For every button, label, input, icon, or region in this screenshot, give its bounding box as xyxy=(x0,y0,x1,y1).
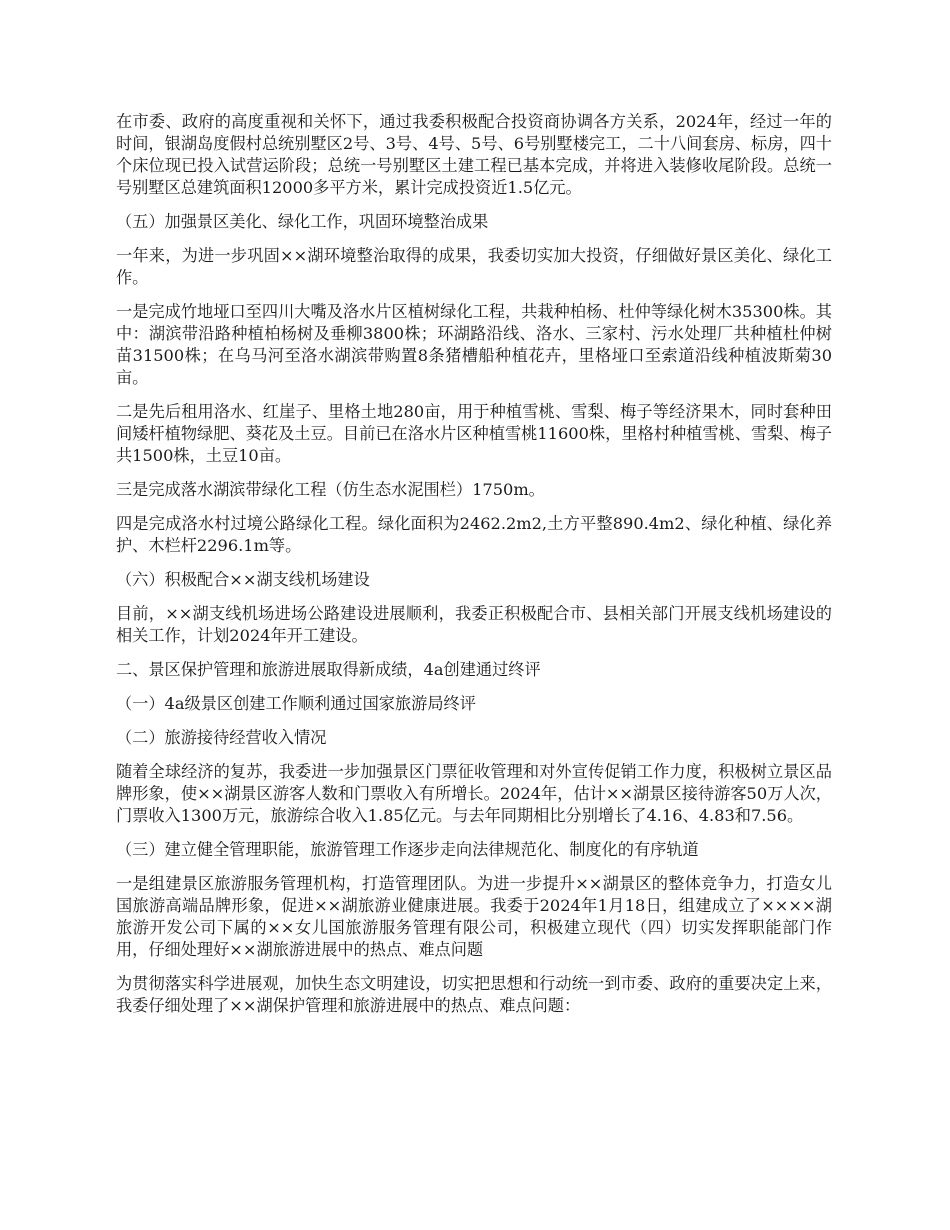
paragraph-greening-item-1: 一是完成竹地垭口至四川大嘴及洛水片区植树绿化工程，共栽种柏杨、杜仲等绿化树木35300株。其中：湖滨带沿路种植柏杨树及垂柳3800株；环湖路沿线、洛水、三家村、污水处理厂共种植杜仲树苗31500株；在乌马河至洛水湖滨带购置8条猪槽船种植花卉，里格垭口至索道沿线种植波斯菊30亩。 xyxy=(116,302,832,387)
paragraph-villa-progress: 在市委、政府的高度重视和关怀下，通过我委积极配合投资商协调各方关系，2024年，经过一年的时间，银湖岛度假村总统别墅区2号、3号、4号、5号、6号别墅楼完工，二十八间套房、标房，四十个床位现已投入试营运阶段；总统一号别墅区土建工程已基本完成，并将进入装修收尾阶段。总统一号别墅区总建筑面积12000多平方米，累计完成投资近1.5亿元。 xyxy=(116,112,832,197)
paragraph-greening-item-2: 二是先后租用洛水、红崖子、里格土地280亩，用于种植雪桃、雪梨、梅子等经济果木，同时套种田间矮杆植物绿肥、葵花及土豆。目前已在洛水片区种植雪桃11600株，里格村种植雪桃、雪梨、梅子共1500株，土豆10亩。 xyxy=(116,402,832,465)
heading-section-5: （五）加强景区美化、绿化工作，巩固环境整治成果 xyxy=(116,212,489,231)
heading-section-6: （六）积极配合××湖支线机场建设 xyxy=(116,570,370,589)
paragraph-management-team: 一是组建景区旅游服务管理机构，打造管理团队。为进一步提升××湖景区的整体竞争力，打造女儿国旅游高端品牌形象，促进××湖旅游业健康进展。我委于2024年1月18日，组建成立了××××湖旅游开发公司下属的××女儿国旅游服务管理有限公司，积极建立现代（四）切实发挥职能部门作用，仔细处理好××湖旅游进展中的热点、难点问题 xyxy=(116,874,832,959)
document-body xyxy=(116,111,832,1029)
heading-subsection-1: （一）4a级景区创建工作顺利通过国家旅游局终评 xyxy=(116,694,476,713)
paragraph-hot-issues: 为贯彻落实科学进展观，加快生态文明建设，切实把思想和行动统一到市委、政府的重要决定上来，我委仔细处理了××湖保护管理和旅游进展中的热点、难点问题： xyxy=(116,974,832,1015)
paragraph-greening-item-4: 四是完成洛水村过境公路绿化工程。绿化面积为2462.2m2,土方平整890.4m2、绿化种植、绿化养护、木栏杆2296.1m等。 xyxy=(116,514,832,555)
paragraph-greening-intro: 一年来，为进一步巩固××湖环境整治取得的成果，我委切实加大投资，仔细做好景区美化、绿化工作。 xyxy=(116,246,832,287)
heading-subsection-3: （三）建立健全管理职能，旅游管理工作逐步走向法律规范化、制度化的有序轨道 xyxy=(116,840,699,859)
heading-part-2: 二、景区保护管理和旅游进展取得新成绩，4a创建通过终评 xyxy=(116,660,541,679)
heading-subsection-2: （二）旅游接待经营收入情况 xyxy=(116,728,327,747)
paragraph-airport: 目前，××湖支线机场进场公路建设进展顺利，我委正积极配合市、县相关部门开展支线机场建设的相关工作，计划2024年开工建设。 xyxy=(116,604,832,645)
paragraph-tourism-revenue: 随着全球经济的复苏，我委进一步加强景区门票征收管理和对外宣传促销工作力度，积极树立景区品牌形象，使××湖景区游客人数和门票收入有所增长。2024年，估计××湖景区接待游客50万人次，门票收入1300万元，旅游综合收入1.85亿元。与去年同期相比分别增长了4.16、4.83和7.56。 xyxy=(116,762,832,825)
paragraph-greening-item-3: 三是完成落水湖滨带绿化工程（仿生态水泥围栏）1750m。 xyxy=(116,480,545,499)
